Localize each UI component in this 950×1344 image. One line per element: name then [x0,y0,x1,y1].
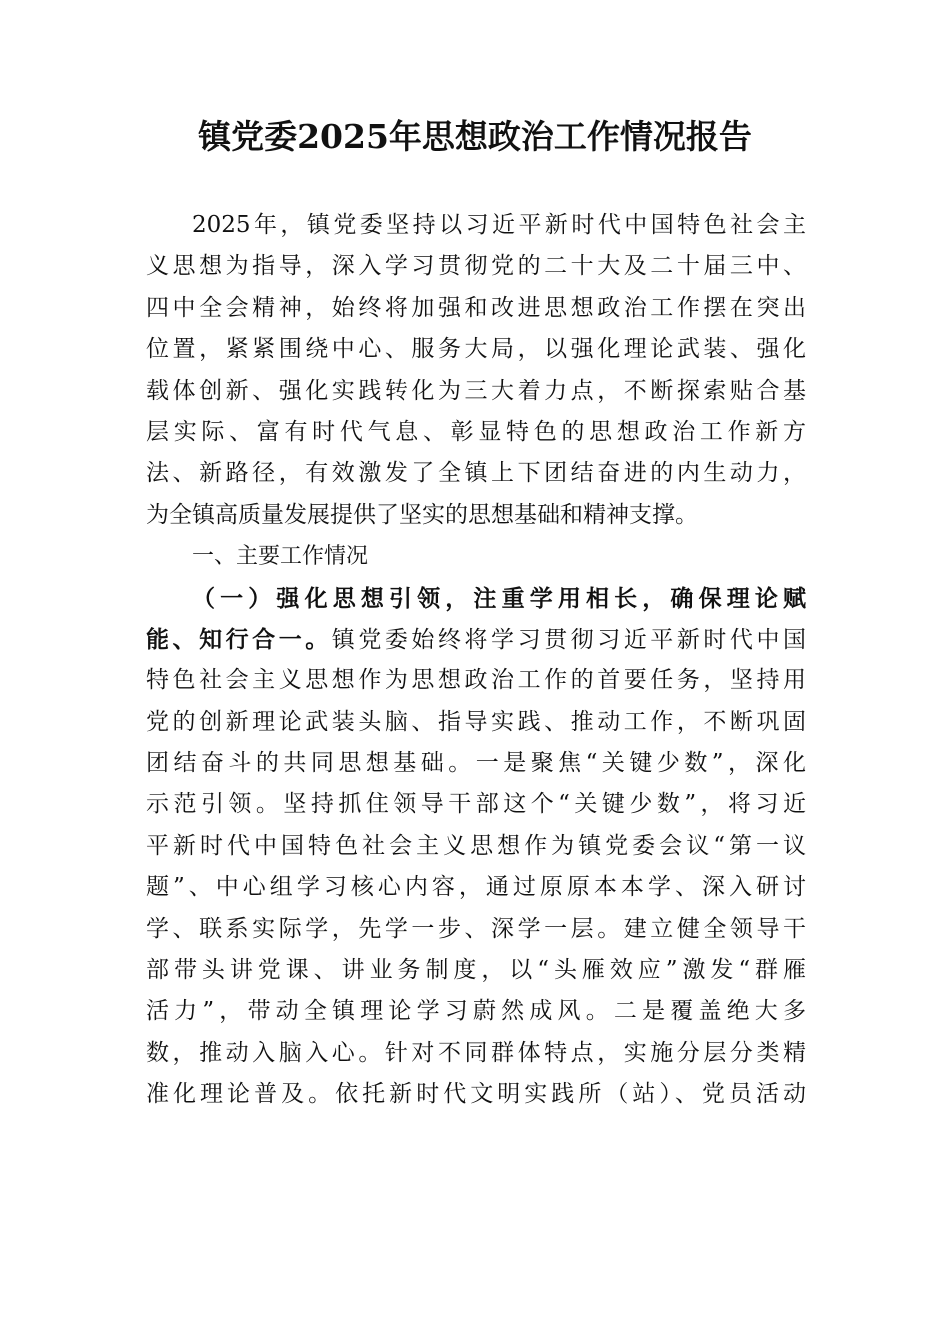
paragraph-line: 平新时代中国特色社会主义思想作为镇党委会议“第一议 [146,832,806,859]
paragraph-line: 层实际、富有时代气息、彰显特色的思想政治工作新方 [146,418,806,445]
paragraph-line: 题”、中心组学习核心内容，通过原原本本学、深入研讨 [146,874,806,901]
paragraph-line: 特色社会主义思想作为思想政治工作的首要任务，坚持用 [146,667,806,694]
document-title: 镇党委2025年思想政治工作情况报告 [198,117,752,156]
paragraph-line-text: 镇党委始终将学习贯彻习近平新时代中国 [331,626,806,653]
paragraph-line: 位置，紧紧围绕中心、服务大局，以强化理论武装、强化 [146,336,806,363]
paragraph-line: 活力”，带动全镇理论学习蔚然成风。二是覆盖绝大多 [146,998,806,1025]
paragraph-line: 载体创新、强化实践转化为三大着力点，不断探索贴合基 [146,377,806,404]
paragraph-line: 团结奋斗的共同思想基础。一是聚焦“关键少数”，深化 [146,750,806,777]
paragraph-line: 义思想为指导，深入学习贯彻党的二十大及二十届三中、 [146,253,806,280]
paragraph-line: 部带头讲党课、讲业务制度，以“头雁效应”激发“群雁 [146,957,806,984]
paragraph-line: 四中全会精神，始终将加强和改进思想政治工作摆在突出 [146,294,806,321]
paragraph-line: 为全镇高质量发展提供了坚实的思想基础和精神支撑。 [146,501,698,528]
paragraph-line: 党的创新理论武装头脑、指导实践、推动工作，不断巩固 [146,708,806,735]
paragraph-line: 示范引领。坚持抓住领导干部这个“关键少数”，将习近 [146,791,806,818]
paragraph-line: 2025年，镇党委坚持以习近平新时代中国特色社会主 [192,212,806,238]
document-body [146,205,806,1116]
paragraph-line: 法、新路径，有效激发了全镇上下团结奋进的内生动力， [146,460,806,487]
subsection-heading-end: 能、知行合一。 [146,625,332,653]
paragraph-line: 数，推动入脑入心。针对不同群体特点，实施分层分类精 [146,1039,806,1066]
paragraph-line: 学、联系实际学，先学一步、深学一层。建立健全领导干 [146,915,806,942]
subsection-heading: （一）强化思想引领，注重学用相长，确保理论赋 [192,584,806,612]
paragraph-line [146,619,806,660]
section-heading: 一、主要工作情况 [192,544,369,570]
paragraph-line: 准化理论普及。依托新时代文明实践所（站）、党员活动 [146,1081,806,1108]
